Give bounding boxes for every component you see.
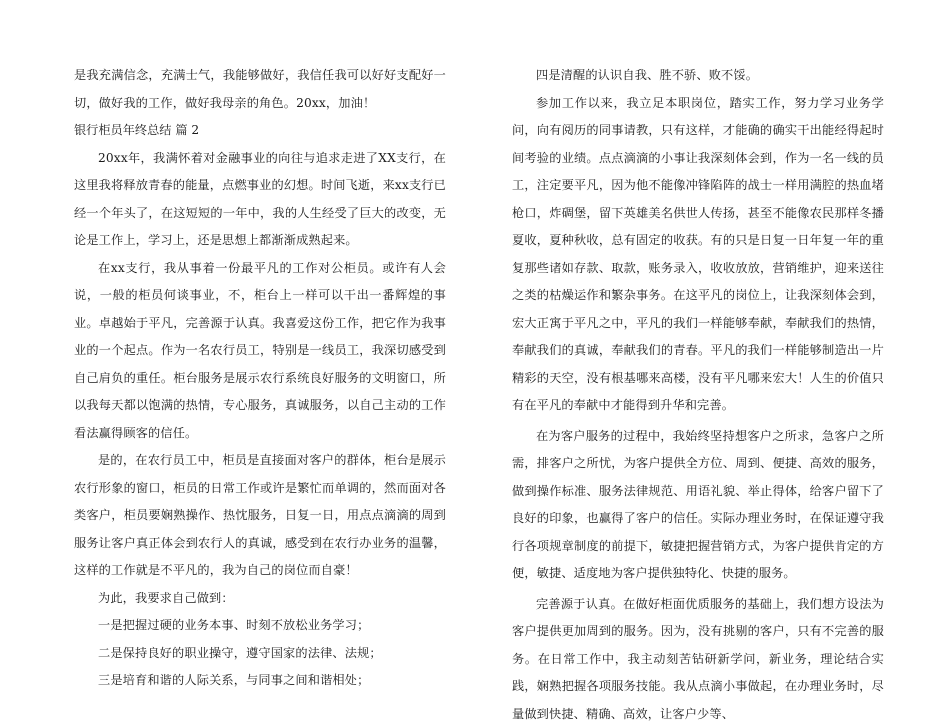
paragraph: 为此，我要求自己做到： [74, 585, 446, 613]
paragraph: 参加工作以来，我立足本职岗位，踏实工作，努力学习业务学问，向有阅历的同事请教，只有这样，才能确的确实干出能经得起时间考验的业绩。点点滴滴的小事让我深刻体会到，作为一名一线的员工，注定要平凡，因为他不能像冲锋陷阵的战士一样用满腔的热血堵枪口，炸碉堡，留下英雄美名供世人传扬，甚至不能像农民那样冬播夏收，夏种秋收，总有固定的收获。有的只是日复一日年复一年的重复那些诸如存款、取款，账务录入，收收放放，营销维护，迎来送往之类的枯燥运作和繁杂事务。在这平凡的岗位上，让我深刻体会到，宏大正寓于平凡之中，平凡的我们一样能够奉献，奉献我们的热情，奉献我们的真诚，奉献我们的青春。平凡的我们一样能够制造出一片精彩的天空，没有根基哪来高楼，没有平凡哪来宏大！人生的价值只有在平凡的奉献中才能得到升华和完善。 [512, 90, 884, 420]
right-column [512, 62, 884, 728]
list-item: 一是把握过硬的业务本事、时刻不放松业务学习； [74, 612, 446, 640]
list-item: 三是培育和谐的人际关系，与同事之间和谐相处； [74, 667, 446, 695]
paragraph: 在xx支行，我从事着一份最平凡的工作对公柜员。或许有人会说，一般的柜员何谈事业，不，柜台上一样可以干出一番辉煌的事业。卓越始于平凡，完善源于认真。我喜爱这份工作，把它作为我事业的一个起点。作为一名农行员工，特别是一线员工，我深切感受到自己肩负的重任。柜台服务是展示农行系统良好服务的文明窗口，所以我每天都以饱满的热情，专心服务，真诚服务，以自己主动的工作看法赢得顾客的信任。 [74, 255, 446, 448]
list-item: 四是清醒的认识自我、胜不骄、败不馁。 [512, 62, 884, 90]
list-item: 二是保持良好的职业操守，遵守国家的法律、法规； [74, 640, 446, 668]
paragraph: 完善源于认真。在做好柜面优质服务的基础上，我们想方设法为客户提供更加周到的服务。因为，没有挑剔的客户，只有不完善的服务。在日常工作中，我主动刻苦钻研新学问，新业务，理论结合实践，娴熟把握各项服务技能。我从点滴小事做起，在办理业务时，尽量做到快捷、精确、高效，让客户少等、 [512, 591, 884, 728]
left-column [74, 62, 446, 695]
paragraph: 在为客户服务的过程中，我始终坚持想客户之所求，急客户之所需，排客户之所忧，为客户提供全方位、周到、便捷、高效的服务，做到操作标准、服务法律规范、用语礼貌、举止得体，给客户留下了良好的印象，也赢得了客户的信任。实际办理业务时，在保证遵守我行各项规章制度的前提下，敏捷把握营销方式，为客户提供肯定的方便，敏捷、适度地为客户提供独特化、快捷的服务。 [512, 423, 884, 588]
paragraph-continuation: 是我充满信念，充满士气，我能够做好，我信任我可以好好支配好一切，做好我的工作，做好我母亲的角色。20xx，加油！ [74, 62, 446, 117]
paragraph: 是的，在农行员工中，柜员是直接面对客户的群体，柜台是展示农行形象的窗口，柜员的日常工作或许是繁忙而单调的，然而面对各类客户，柜员要娴熟操作、热忱服务，日复一日，用点点滴滴的周到服务让客户真正体会到农行人的真诚，感受到在农行办业务的温馨，这样的工作就是不平凡的，我为自己的岗位而自豪！ [74, 447, 446, 585]
paragraph: 20xx年，我满怀着对金融事业的向往与追求走进了XX支行，在这里我将释放青春的能量，点燃事业的幻想。时间飞逝，来xx支行已经一个年头了，在这短短的一年中，我的人生经受了巨大的改变，无论是工作上，学习上，还是思想上都渐渐成熟起来。 [74, 145, 446, 255]
section-heading: 银行柜员年终总结 篇 2 [74, 117, 446, 145]
